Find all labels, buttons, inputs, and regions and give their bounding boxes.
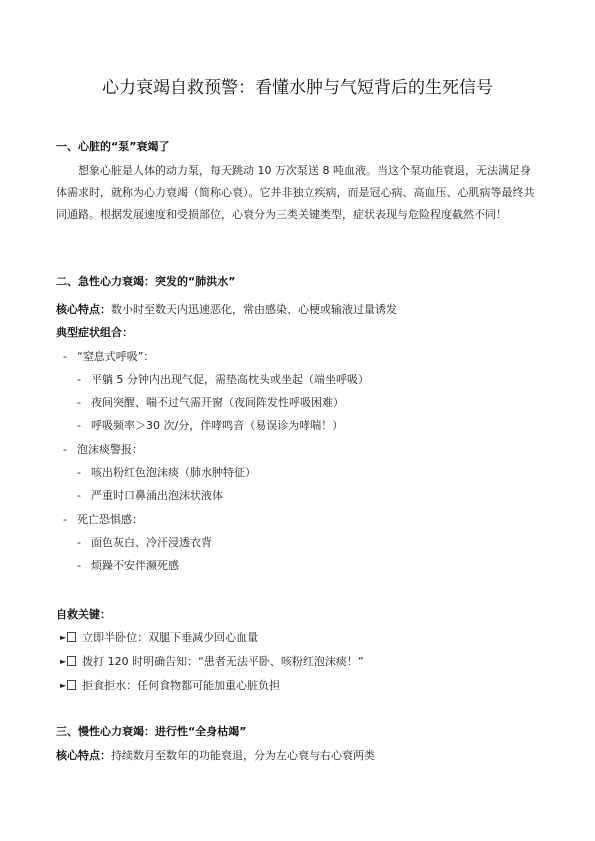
list-dash: - (77, 559, 81, 572)
list-dash: - (63, 443, 67, 456)
symptom-group-title: “窒息式呼吸”： (77, 350, 155, 363)
arrow-bullet-icon: ► (60, 633, 67, 642)
section-2-core-line (56, 302, 397, 317)
symptom-group-1 (63, 349, 154, 364)
symptom-group-title: 死亡恐惧感： (77, 513, 143, 526)
self-help-label: 自救关键： (56, 608, 111, 621)
section-1-paragraph-text: 想象心脏是人体的动力泵，每天跳动 10 万次泵送 8 吨血液。当这个泵功能衰退，无法满足身体需求时，就称为心力衰竭（简称心衰）。它并非独立疾病，而是冠心病、高血压、心肌病等最终共同通路。根据发展速度和受损部位，心衰分为三类关键类型，症状表现与危险程度截然不同！ (56, 164, 535, 221)
symptom-item (77, 488, 223, 503)
symptom-item-text: 严重时口鼻涌出泡沫状液体 (91, 489, 223, 502)
core-feature-label: 核心特点： (56, 749, 111, 762)
symptom-item (77, 535, 212, 550)
list-dash: - (77, 466, 81, 479)
self-help-text: 拨打 120 时明确告知：“患者无法平卧、咳粉红泡沫痰！” (82, 655, 364, 668)
symptom-item-text: 面色灰白、冷汗浸透衣背 (91, 536, 212, 549)
list-dash: - (77, 396, 81, 409)
symptom-item-text: 呼吸频率＞30 次/分，伴哮鸣音（易误诊为哮喘！） (91, 419, 344, 432)
arrow-bullet-icon: ► (60, 657, 67, 666)
checkbox-icon (67, 680, 76, 690)
self-help-item (60, 630, 258, 645)
page-title: 心力衰竭自救预警：看懂水肿与气短背后的生死信号 (102, 78, 493, 98)
self-help-item (60, 654, 364, 669)
self-help-text: 拒食拒水：任何食物都可能加重心脏负担 (82, 679, 281, 692)
section-2-heading: 二、急性心力衰竭：突发的“肺洪水” (56, 275, 236, 288)
checkbox-icon (67, 632, 76, 642)
symptom-item (77, 558, 179, 573)
symptom-item-text: 平躺 5 分钟内出现气促，需垫高枕头或坐起（端坐呼吸） (91, 373, 369, 386)
section-3-core-line (56, 748, 375, 763)
symptom-group-2 (63, 442, 143, 457)
section-3-heading: 三、慢性心力衰竭：进行性“全身枯竭” (56, 725, 247, 738)
core-feature-text: 数小时至数天内迅速恶化，常由感染、心梗或输液过量诱发 (111, 303, 397, 316)
section-1-heading: 一、心脏的“泵”衰竭了 (56, 140, 170, 153)
symptom-item (77, 395, 344, 410)
core-feature-text: 持续数月至数年的功能衰退，分为左心衰与右心衰两类 (111, 749, 375, 762)
symptom-item-text: 夜间突醒、喘不过气需开窗（夜间阵发性呼吸困难） (91, 396, 344, 409)
typical-symptoms-label: 典型症状组合： (56, 326, 133, 339)
list-dash: - (77, 536, 81, 549)
symptom-item-text: 烦躁不安伴濒死感 (91, 559, 179, 572)
checkbox-icon (67, 656, 76, 666)
section-1-paragraph (56, 160, 541, 226)
list-dash: - (77, 419, 81, 432)
symptom-item-text: 咳出粉红色泡沫痰（肺水肿特征） (91, 466, 256, 479)
core-feature-label: 核心特点： (56, 303, 111, 316)
list-dash: - (77, 373, 81, 386)
symptom-item (77, 465, 256, 480)
list-dash: - (63, 350, 67, 363)
symptom-group-title: 泡沫痰警报： (77, 443, 143, 456)
symptom-group-3 (63, 512, 143, 527)
symptom-item (77, 372, 369, 387)
self-help-item (60, 678, 280, 693)
symptom-item (77, 418, 343, 433)
self-help-text: 立即半卧位：双腿下垂减少回心血量 (82, 631, 259, 644)
list-dash: - (77, 489, 81, 502)
list-dash: - (63, 513, 67, 526)
arrow-bullet-icon: ► (60, 681, 67, 690)
